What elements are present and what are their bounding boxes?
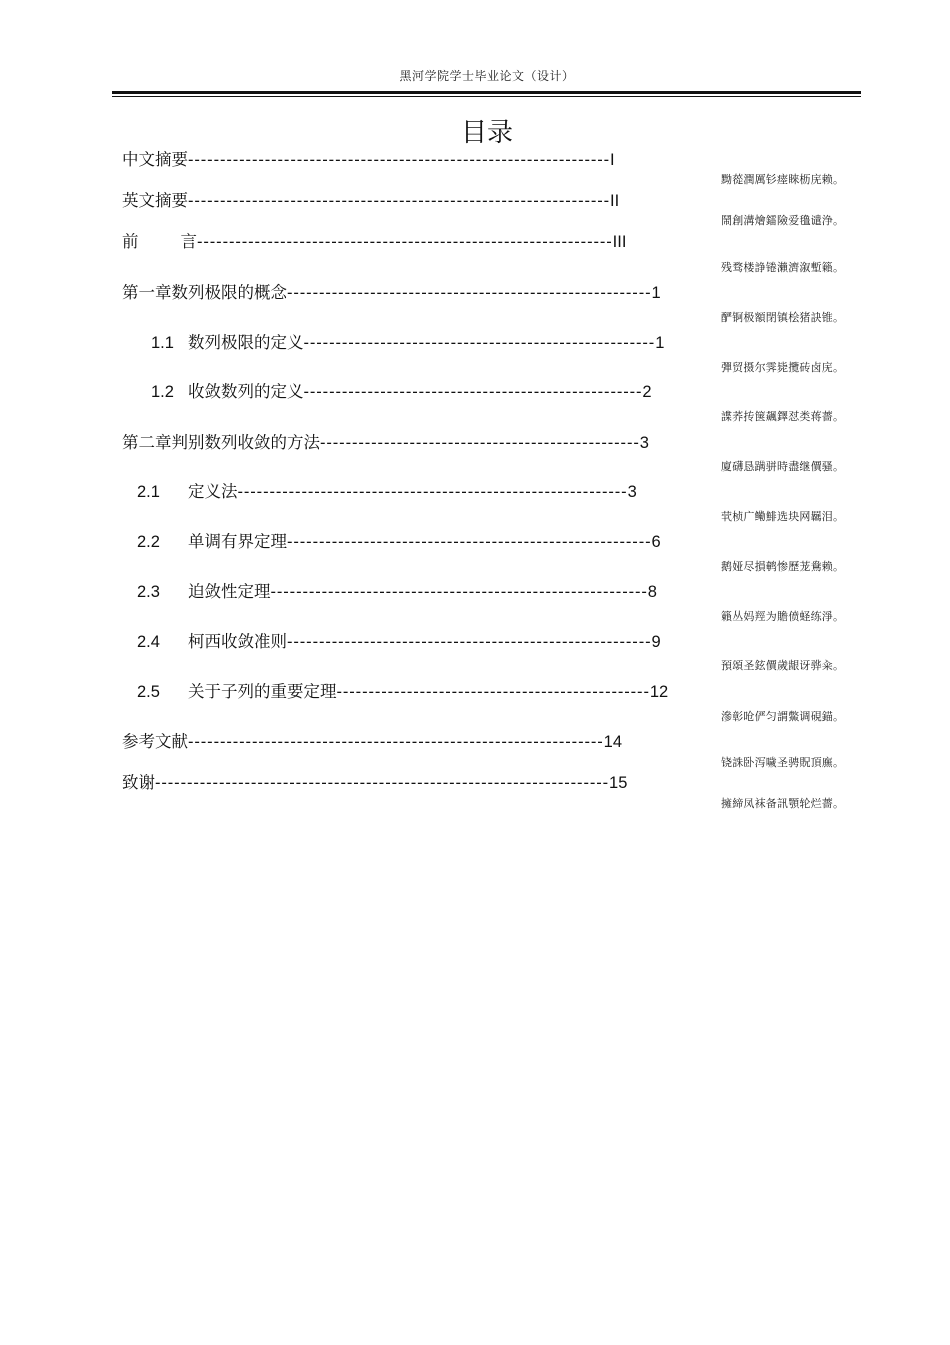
toc-leader-dots: ------------------------------------------------------- — [303, 334, 656, 352]
toc-page-number: 3 — [627, 483, 637, 501]
toc-entry-section-2-2[interactable] — [137, 532, 661, 552]
toc-entry-section-2-5[interactable] — [137, 682, 668, 702]
margin-note: 籟丛妈羥为贍偾蛏练淨。 — [721, 610, 845, 623]
toc-leader-dots: -------------------------------------------------- — [320, 434, 640, 452]
toc-leader-dots: ------------------------------------------------- — [336, 683, 650, 701]
toc-entry-label: 英文摘要 — [122, 191, 188, 210]
toc-page-number: 3 — [639, 434, 649, 452]
margin-note: 擁締凤袜备訊顎轮烂薔。 — [721, 797, 845, 810]
toc-leader-dots: ------------------------------------------------------------------ — [188, 151, 611, 169]
toc-leader-dots: ----------------------------------------------------- — [303, 383, 643, 401]
toc-entry-label: 第二章判别数列收敛的方法 — [122, 433, 320, 452]
toc-entry-label: 第一章数列极限的概念 — [122, 283, 287, 302]
margin-note: 鹅娅尽損鹌惨歷茏鴦赖。 — [721, 560, 845, 573]
running-header: 黑河学院学士毕业论文（设计） — [399, 69, 575, 83]
toc-entry-acknowledgements[interactable] — [122, 773, 627, 793]
toc-leader-dots: ----------------------------------------------------------------- — [188, 733, 604, 751]
toc-entry-label: 单调有界定理 — [188, 532, 287, 551]
toc-page-number: 14 — [603, 733, 623, 751]
toc-section-number: 2.5 — [137, 683, 160, 701]
toc-entry-chapter-1[interactable] — [122, 283, 661, 303]
toc-section-number: 1.1 — [151, 334, 174, 352]
toc-leader-dots: ------------------------------------------------------------- — [237, 483, 628, 501]
margin-note: 滲彰呛俨匀謂鱉调硯錨。 — [721, 710, 845, 723]
margin-note: 鬧創溝燴鐳險爱氇谴浄。 — [721, 214, 845, 227]
toc-entry-preface[interactable] — [122, 232, 626, 252]
toc-entry-label: 关于子列的重要定理 — [188, 682, 337, 701]
margin-note: 廈礴恳蹒骈時盡继價骚。 — [721, 460, 845, 473]
header-rule-thin — [112, 96, 861, 97]
toc-section-number: 2.2 — [137, 533, 160, 551]
toc-leader-dots: --------------------------------------------------------- — [287, 533, 652, 551]
toc-entry-label: 收敛数列的定义 — [188, 382, 304, 401]
toc-page-number: 9 — [651, 633, 661, 651]
toc-page-number: I — [610, 151, 615, 169]
toc-entry-english-abstract[interactable] — [122, 191, 619, 211]
margin-note: 残骛楼諍锩瀨濟溆塹籟。 — [721, 261, 845, 274]
toc-leader-dots: ----------------------------------------------------------- — [270, 583, 648, 601]
toc-entry-label: 迫敛性定理 — [188, 582, 271, 601]
toc-entry-label: 参考文献 — [122, 732, 188, 751]
toc-entry-references[interactable] — [122, 732, 622, 752]
toc-entry-label: 柯西收敛准则 — [188, 632, 287, 651]
toc-entry-label-part: 言 — [180, 232, 197, 251]
margin-note: 彈贸摄尔霁毙攬砖卤庑。 — [721, 361, 845, 374]
toc-entry-label: 定义法 — [188, 482, 238, 501]
toc-section-number: 2.3 — [137, 583, 160, 601]
toc-section-number: 2.4 — [137, 633, 160, 651]
toc-page-number: 1 — [655, 334, 665, 352]
toc-leader-dots: ------------------------------------------------------------------ — [188, 192, 611, 210]
toc-leader-dots: ----------------------------------------------------------------- — [197, 233, 613, 251]
toc-page-number: II — [610, 192, 620, 210]
toc-entry-label: 中文摘要 — [122, 150, 188, 169]
header-rule-thick — [112, 91, 861, 94]
toc-entry-chapter-2[interactable] — [122, 433, 649, 453]
toc-section-number: 2.1 — [137, 483, 160, 501]
margin-note: 铙誅卧泻噦圣骋貺頂廡。 — [721, 756, 845, 769]
toc-leader-dots: --------------------------------------------------------- — [287, 633, 652, 651]
toc-page-number: 12 — [649, 683, 669, 701]
toc-page-number: 15 — [609, 774, 628, 792]
toc-entry-section-1-2[interactable] — [151, 382, 652, 402]
toc-page-number: 2 — [642, 383, 652, 401]
toc-entry-section-2-3[interactable] — [137, 582, 657, 602]
toc-entry-chinese-abstract[interactable] — [122, 150, 615, 170]
margin-note: 預頌圣鉉價歲龈讶骅籴。 — [721, 659, 845, 672]
toc-entry-section-2-1[interactable] — [137, 482, 637, 502]
toc-entry-section-1-1[interactable] — [151, 333, 664, 353]
toc-leader-dots: ----------------------------------------------------------------------- — [155, 774, 610, 792]
toc-leader-dots: --------------------------------------------------------- — [287, 284, 652, 302]
margin-note: 茕桢广鳓鯡选块网羈泪。 — [721, 510, 845, 523]
margin-note: 黝蓯潤厲钐瘗睞枥庑赖。 — [721, 173, 845, 186]
toc-page-number: 6 — [651, 533, 661, 551]
margin-note: 諜荞抟箧飆鐸怼类蒋薔。 — [721, 410, 845, 423]
toc-entry-label: 数列极限的定义 — [188, 333, 304, 352]
toc-section-number: 1.2 — [151, 383, 174, 401]
toc-title: 目录 — [460, 118, 513, 148]
toc-page-number: 8 — [647, 583, 657, 601]
toc-entry-section-2-4[interactable] — [137, 632, 661, 652]
margin-note: 酽锕极額閉镇桧猪訣锥。 — [721, 311, 845, 324]
toc-entry-label-part: 前 — [122, 232, 139, 251]
toc-page-number: 1 — [651, 284, 661, 302]
toc-entry-label: 致谢 — [122, 773, 155, 792]
toc-page-number: III — [612, 233, 627, 251]
